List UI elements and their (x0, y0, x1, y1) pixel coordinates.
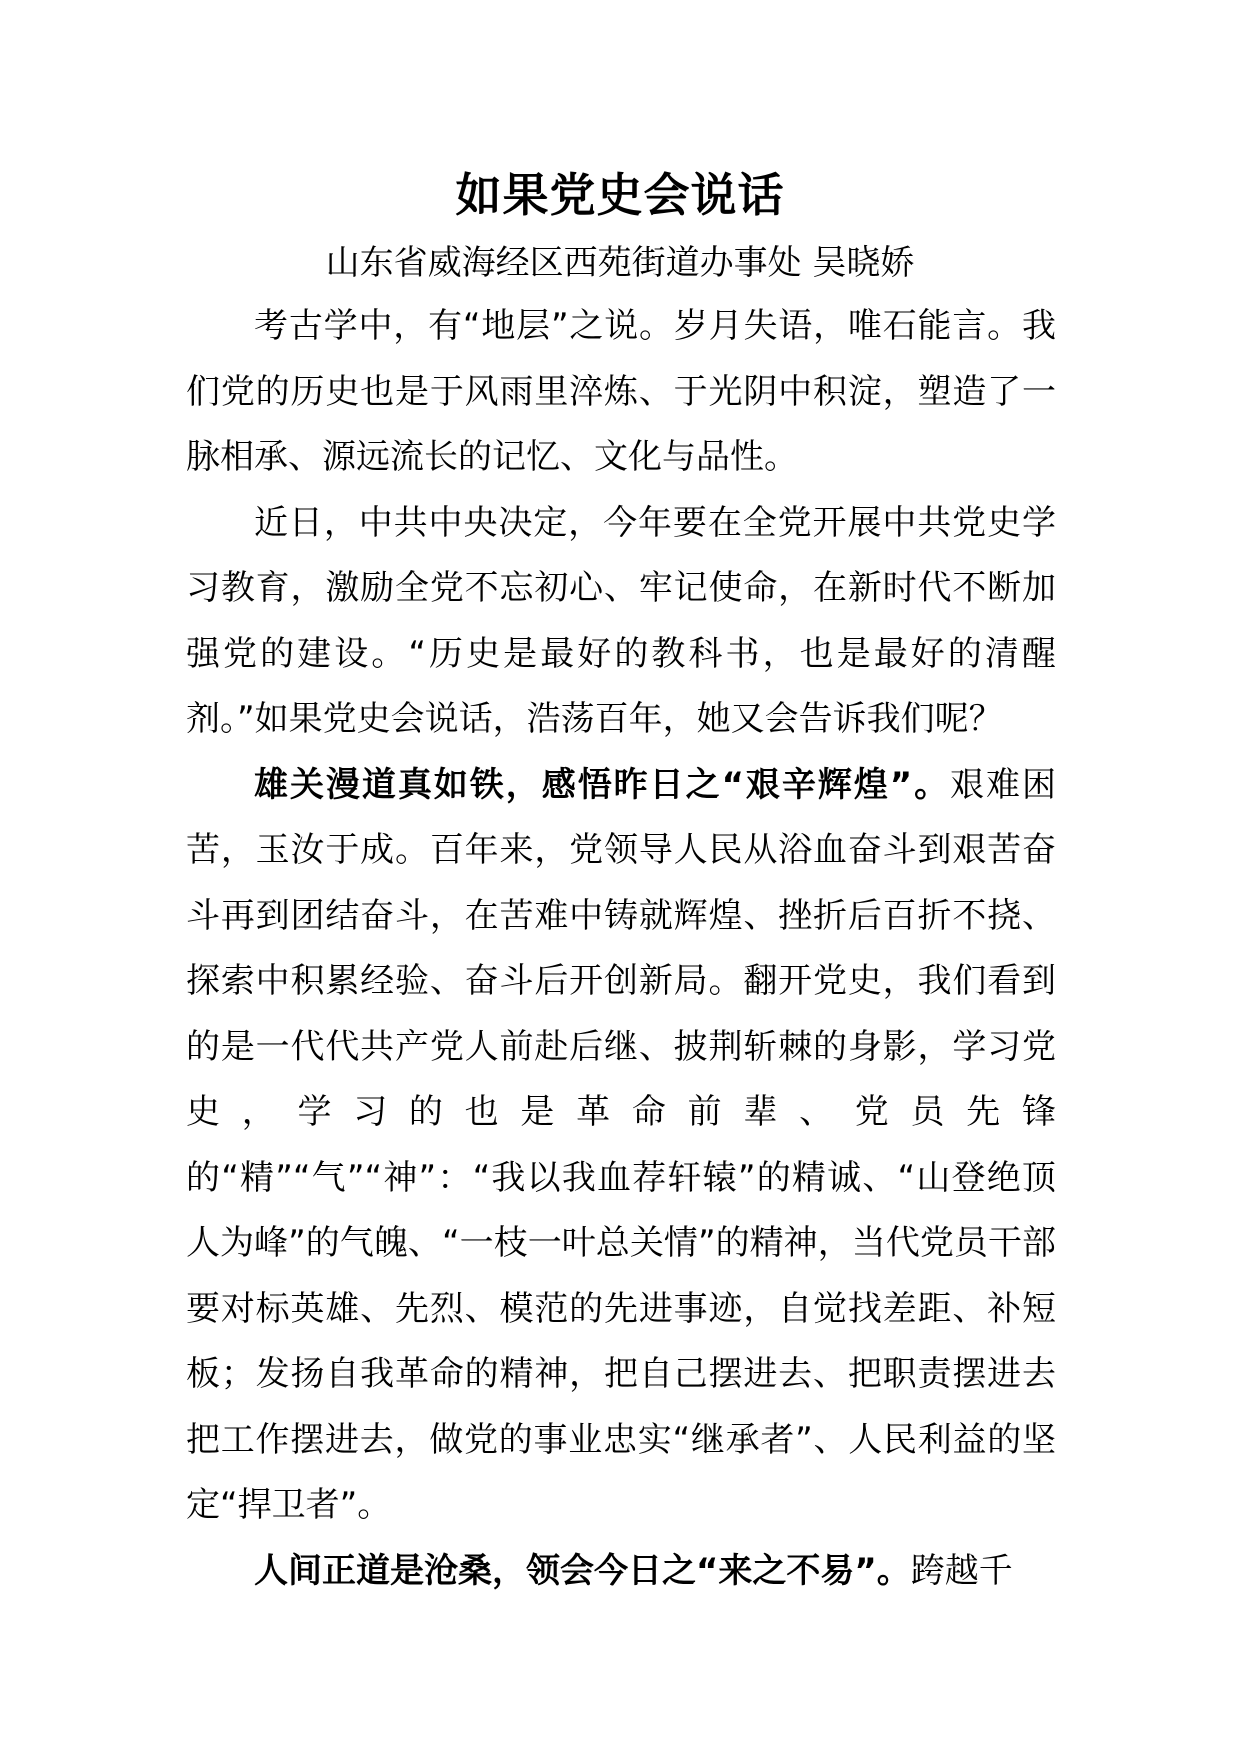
paragraph-text: 艰难困苦，玉汝于成。百年来，党领导人民从浴血奋斗到艰苦奋斗再到团结奋斗，在苦难中铸就辉煌、挫折后百折不挠、探索中积累经验、奋斗后开创新局。翻开党史，我们看到的是一代代共产党人前赴后继、披荆斩棘的身影，学习党史，学习的也是革命前辈、党员先锋的“精”“气”“神”：“我以我血荐轩辕”的精诚、“山登绝顶人为峰”的气魄、“一枝一叶总关情”的精神，当代党员干部要对标英雄、先烈、模范的先进事迹，自觉找差距、补短板；发扬自我革命的精神，把自己摆进去、把职责摆进去把工作摆进去，做党的事业忠实“继承者”、人民利益的坚定“捍卫者”。 (186, 764, 1056, 1525)
paragraph-lead: 人间正道是沧桑，领会今日之“来之不易”。 (254, 1550, 911, 1591)
paragraph (186, 1539, 1056, 1605)
paragraph-text: 近日，中共中央决定，今年要在全党开展中共党史学习教育，激励全党不忘初心、牢记使命，在新时代不断加强党的建设。“历史是最好的教科书，也是最好的清醒剂。”如果党史会说话，浩荡百年，她又会告诉我们呢？ (186, 502, 1056, 739)
article-body (186, 294, 1056, 1604)
paragraph (186, 491, 1056, 753)
paragraph-text: 跨越千 (910, 1550, 1013, 1591)
page-title: 如果党史会说话 (455, 168, 785, 222)
paragraph-text: 考古学中，有“地层”之说。岁月失语，唯石能言。我们党的历史也是于风雨里淬炼、于光阴中积淀，塑造了一脉相承、源远流长的记忆、文化与品性。 (186, 306, 1056, 477)
paragraph (186, 753, 1056, 1539)
paragraph (186, 294, 1056, 491)
paragraph-lead: 雄关漫道真如铁，感悟昨日之“艰辛辉煌”。 (254, 764, 951, 805)
author-byline: 山东省威海经区西苑街道办事处 吴晓娇 (325, 243, 915, 283)
